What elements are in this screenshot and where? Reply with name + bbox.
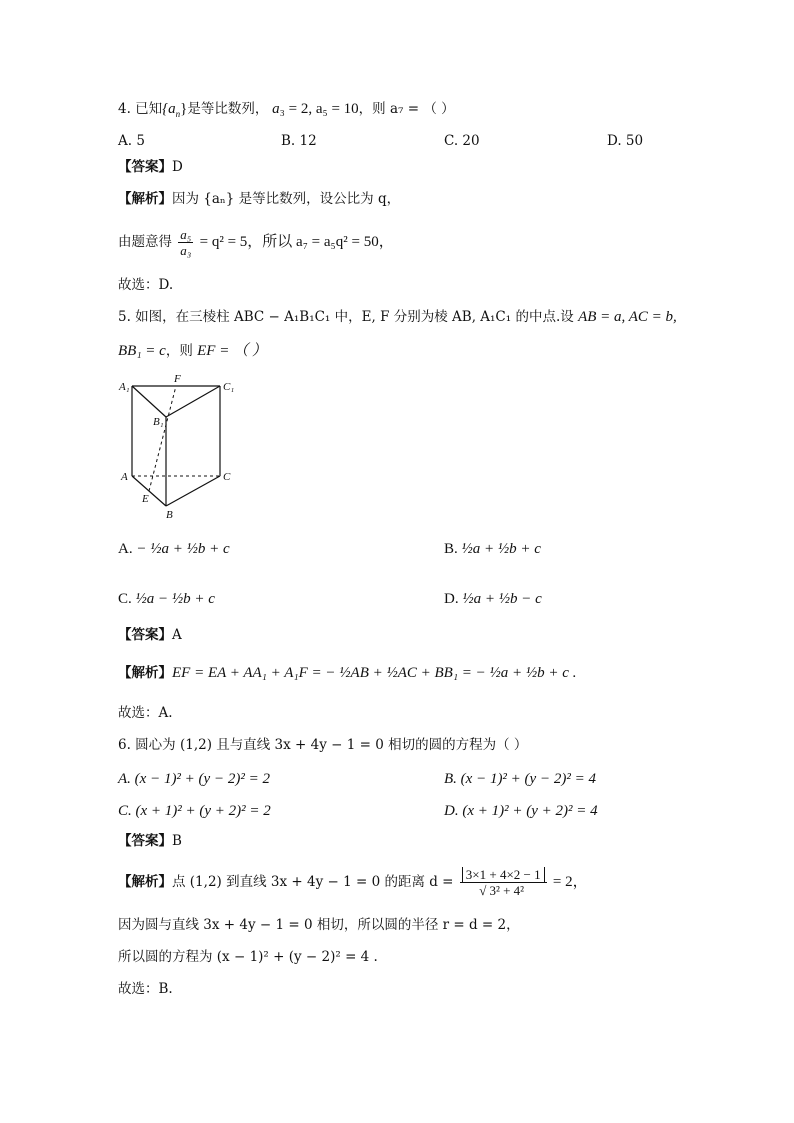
edge-b-c — [166, 476, 220, 506]
q6-stem: 6. 圆心为 (1,2) 且与直线 3x + 4y − 1 = 0 相切的圆的方程为（ ） — [118, 737, 528, 753]
edge-a1-b1 — [132, 386, 166, 417]
q4-option-b: B. 12 — [281, 133, 317, 149]
q4-option-d: D. 50 — [607, 133, 644, 149]
q5-answer: 【答案】A — [118, 627, 182, 643]
label-b1: B₁ — [153, 416, 164, 428]
q6-analysis-line-3: 所以圆的方程为 (x − 1)² + (y − 2)² = 4 . — [118, 949, 378, 965]
q6-option-a: A. (x − 1)² + (y − 2)² = 2 — [118, 771, 270, 787]
label-b: B — [166, 509, 173, 521]
q6-option-d: D. (x + 1)² + (y + 2)² = 4 — [444, 803, 598, 819]
q4-analysis-line-1: 【解析】因为 {aₙ} 是等比数列，设公比为 q， — [118, 191, 401, 207]
edge-b1-c1 — [166, 386, 220, 417]
label-e: E — [142, 493, 149, 505]
q5-analysis: 【解析】EF = EA + AA₁ + A₁F = − ½AB + ½AC + BB₁ = − ½a + ½b + c . — [118, 665, 577, 681]
q4-analysis-line-2: 由题意得 $\frac{\text{a₅}}{\text{a₃}}$ = q² = 5，所以 a₇ = a₅q² = 50， — [118, 227, 394, 258]
q4-answer: 【答案】D — [118, 159, 183, 175]
prism-figure — [116, 372, 246, 522]
label-c: C — [223, 471, 231, 483]
label-c1: C₁ — [223, 381, 235, 393]
q5-option-b: B. ½a + ½b + c — [444, 541, 541, 557]
q4-choose: 故选：D. — [118, 277, 174, 293]
q5-option-a: A. − ½a + ½b + c — [118, 541, 230, 557]
q4-option-a: A. 5 — [118, 133, 145, 149]
q6-analysis-line-1: 【解析】点 (1,2) 到直线 3x + 4y − 1 = 0 的距离 d = $\frac{3\times 1 + 4\times 2 - 1}{\text{√ 3² + 4²}}$ = 2， — [118, 867, 588, 898]
q4-option-c: C. 20 — [444, 133, 480, 149]
q5-stem-line-1: 5. 如图，在三棱柱 ABC − A₁B₁C₁ 中，E, F 分别为棱 AB, A₁C₁ 的中点.设 AB = a, AC = b, — [118, 309, 677, 325]
label-f: F — [174, 373, 181, 385]
segment-ef — [149, 386, 176, 491]
q6-answer: 【答案】B — [118, 833, 182, 849]
q5-choose: 故选：A. — [118, 705, 173, 721]
label-a1: A₁ — [119, 381, 130, 393]
q5-option-d: D. ½a + ½b − c — [444, 591, 542, 607]
q6-option-b: B. (x − 1)² + (y − 2)² = 4 — [444, 771, 596, 787]
q6-choose: 故选：B. — [118, 981, 173, 997]
label-a: A — [121, 471, 128, 483]
q6-analysis-line-2: 因为圆与直线 3x + 4y − 1 = 0 相切，所以圆的半径 r = d = 2， — [118, 917, 520, 933]
q4-stem: 4. 已知$\{a_n\}$是等比数列， a₃ = 2, a₅ = 10，则 a₇ = （ ） — [118, 101, 455, 119]
q5-stem-line-2: BB₁ = c，则 EF = （ ） — [118, 343, 267, 359]
q6-option-c: C. (x + 1)² + (y + 2)² = 2 — [118, 803, 271, 819]
q5-option-c: C. ½a − ½b + c — [118, 591, 215, 607]
